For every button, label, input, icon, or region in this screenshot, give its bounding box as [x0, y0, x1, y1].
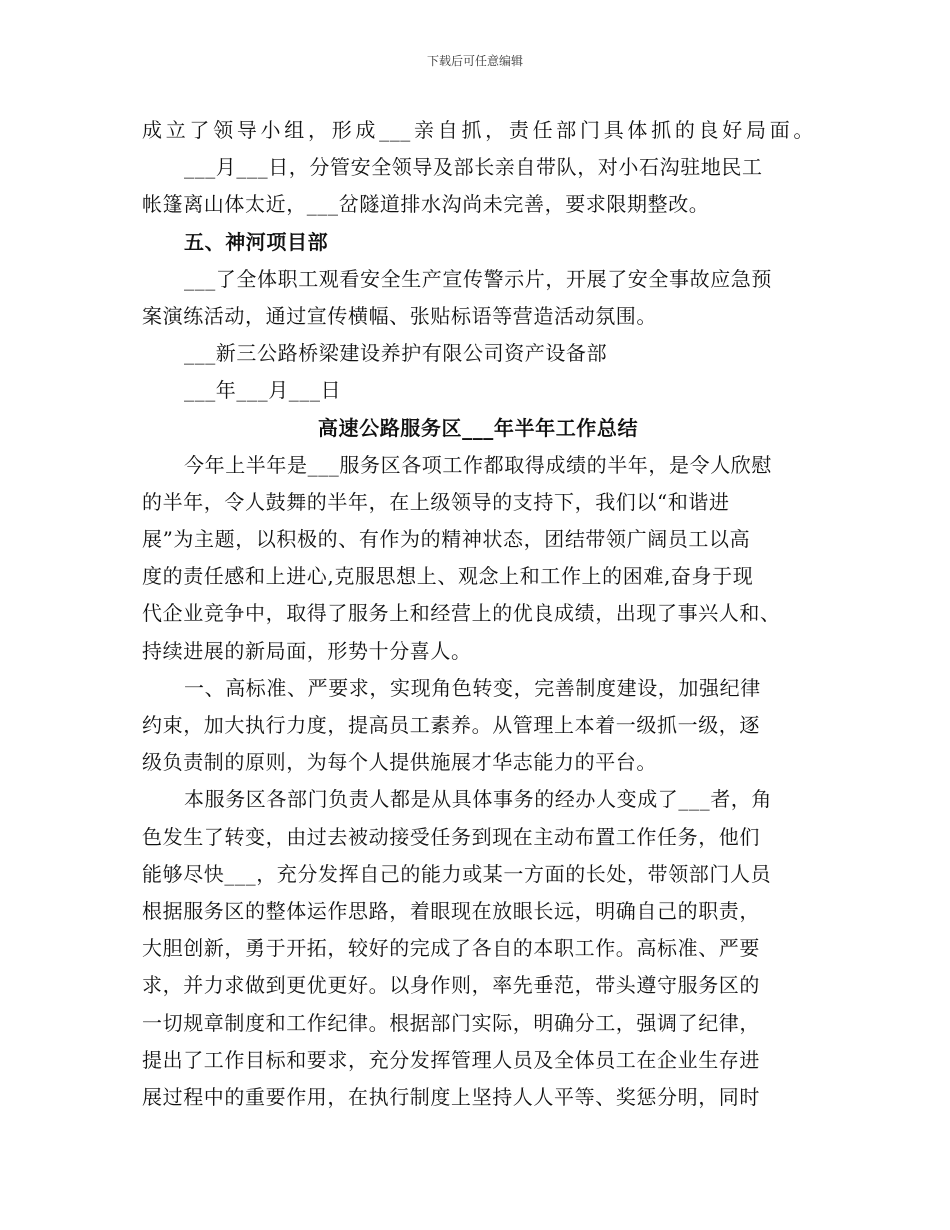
date-line: ___年___月___日 [184, 378, 342, 403]
document-title: 高速公路服务区___年半年工作总结 [317, 415, 639, 440]
page-header: 下载后可任意编辑 [426, 54, 523, 68]
text-line: ___了全体职工观看安全生产宣传警示片，开展了安全事故应急预 [184, 266, 772, 291]
text-line: 求，并力求做到更优更好。以身作则，率先垂范，带头遵守服务区的 [142, 973, 760, 998]
text-line: 一切规章制度和工作纪律。根据部门实际，明确分工，强调了纪律， [142, 1010, 760, 1035]
text-line: 根据服务区的整体运作思路，着眼现在放眼长远，明确自己的职责， [142, 898, 760, 923]
text-line: 能够尽快___，充分发挥自己的能力或某一方面的长处，带领部门人员 [142, 861, 772, 886]
text-line: 今年上半年是___服务区各项工作都取得成绩的半年，是令人欣慰 [184, 452, 772, 477]
section-heading: 五、神河项目部 [184, 229, 329, 254]
text-line: 约束，加大执行力度，提高员工素养。从管理上本着一级抓一级，逐 [142, 713, 760, 737]
text-line: 的半年，令人鼓舞的半年，在上级领导的支持下，我们以“和谐进 [142, 489, 730, 514]
text-line: 级负责制的原则，为每个人提供施展才华志能力的平台。 [142, 750, 657, 775]
text-line: 提出了工作目标和要求，充分发挥管理人员及全体员工在企业生存进 [142, 1047, 760, 1072]
text-line: 展过程中的重要作用，在执行制度上坚持人人平等、奖惩分明，同时 [142, 1084, 760, 1109]
text-line: 持续进展的新局面，形势十分喜人。 [142, 638, 472, 663]
text-line: 一、高标准、严要求，实现角色转变，完善制度建设，加强纪律 [184, 675, 761, 700]
text-line: ___新三公路桥梁建设养护有限公司资产设备部 [184, 341, 608, 366]
text-line: ___月___日，分管安全领导及部长亲自带队，对小石沟驻地民工 [184, 155, 763, 180]
text-line: 代企业竞争中，取得了服务上和经营上的优良成绩，出现了事兴人和、 [142, 601, 781, 626]
text-line: 成立了领导小组，形成___亲自抓，责任部门具体抓的良好局面。 [142, 118, 814, 142]
text-line: 色发生了转变，由过去被动接受任务到现在主动布置工作任务，他们 [142, 824, 760, 849]
text-line: 展”为主题，以积极的、有作为的精神状态，团结带领广阔员工以高 [142, 527, 751, 552]
text-line: 大胆创新，勇于开拓，较好的完成了各自的本职工作。高标准、严要 [142, 936, 760, 961]
text-line: 本服务区各部门负责人都是从具体事务的经办人变成了___者，角 [184, 787, 772, 812]
text-line: 度的责任感和上进心,克服思想上、观念上和工作上的困难,奋身于现 [142, 564, 754, 589]
text-line: 案演练活动，通过宣传横幅、张贴标语等营造活动氛围。 [142, 303, 657, 328]
text-line: 帐篷离山体太近，___岔隧道排水沟尚未完善，要求限期整改。 [142, 192, 710, 217]
document-body [142, 112, 814, 1116]
